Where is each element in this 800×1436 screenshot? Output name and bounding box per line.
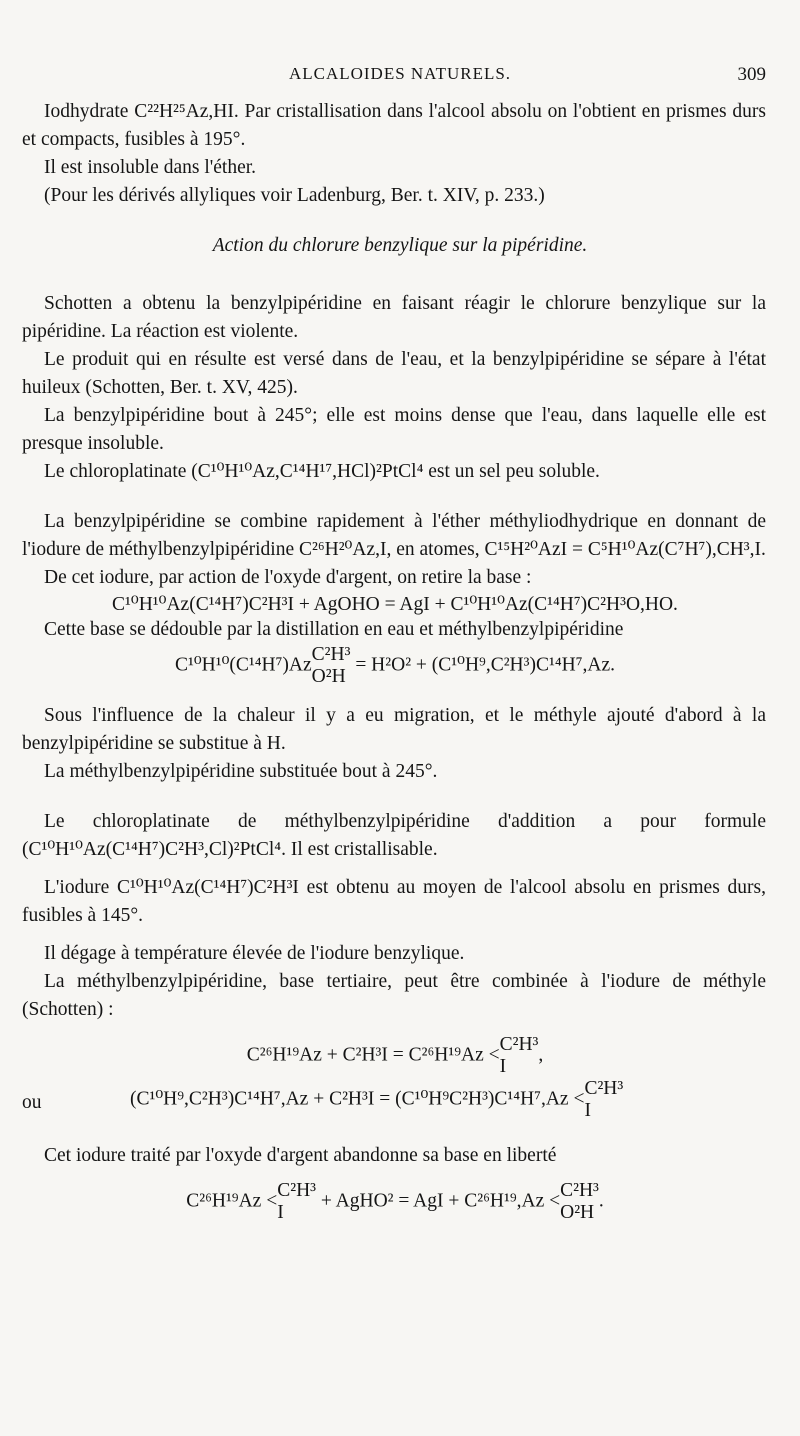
paragraph-iodhydrate: Iodhydrate C²²H²⁵Az,HI. Par cristallisation dans l'alcool absolu on l'obtient en prismes durs et compacts, fusibles à 195°. <box>22 101 766 150</box>
branch-bottom: I <box>277 1202 284 1223</box>
equation-methyle-left: C²⁶H¹⁹Az + C²H³I = C²⁶H¹⁹Az <box>246 1044 484 1066</box>
paragraph-insoluble: Il est insoluble dans l'éther. <box>44 157 257 178</box>
branch-top: C²H³ <box>311 644 351 665</box>
paragraph-liberte: Cet iodure traité par l'oxyde d'argent abandonne sa base en liberté <box>44 1145 557 1166</box>
equation-liberte-mid: + AgHO² = AgI + C²⁶H¹⁹,Az <box>320 1190 545 1212</box>
equation-dedouble-right: = H²O² + (C¹⁰H⁹,C²H³)C¹⁴H⁷,Az. <box>355 654 616 676</box>
paragraph-tertiaire: La méthylbenzylpipéridine, base tertiaire, peut être combinée à l'iodure de méthyle (Schotten) : <box>22 971 766 1020</box>
paragraph-iodure-absolu: L'iodure C¹⁰H¹⁰Az(C¹⁴H⁷)C²H³I est obtenu au moyen de l'alcool absolu en prismes durs, fusibles à 145°. <box>22 877 766 926</box>
equation-dedouble-left: C¹⁰H¹⁰(C¹⁴H⁷)Az <box>174 654 312 676</box>
running-head: ALCALOIDES NATURELS. <box>288 64 512 83</box>
equation-base: C¹⁰H¹⁰Az(C¹⁴H⁷)C²H³I + AgOHO = AgI + C¹⁰H¹⁰Az(C¹⁴H⁷)C²H³O,HO. <box>112 594 678 615</box>
paragraph-oxyde: De cet iodure, par action de l'oxyde d'argent, on retire la base : <box>44 567 532 588</box>
paragraph-degage: Il dégage à température élevée de l'iodure benzylique. <box>44 943 465 964</box>
section-title: Action du chlorure benzylique sur la pipéridine. <box>212 235 588 256</box>
equation-methyle: C²⁶H¹⁹Az + C²H³I = C²⁶H¹⁹Az <C²H³ I, <box>246 1034 544 1077</box>
branch-top: C²H³ <box>560 1180 599 1201</box>
branch-top: C²H³ <box>584 1078 624 1099</box>
branch-top: C²H³ <box>277 1180 316 1201</box>
paragraph-schotten: Schotten a obtenu la benzylpipéridine en faisant réagir le chlorure benzylique sur la pipéridine. La réaction est violente. <box>22 293 766 342</box>
branch-bottom: I <box>584 1100 591 1121</box>
branch-bottom: I <box>499 1056 507 1077</box>
page-header <box>0 64 800 88</box>
equation-dedouble-branch <box>312 644 351 688</box>
equation-liberte-branch-2 <box>560 1180 599 1224</box>
paragraph-substituee: La méthylbenzylpipéridine substituée bout à 245°. <box>44 761 438 782</box>
equation-ou-branch <box>584 1078 623 1122</box>
equation-ou-row <box>0 1078 800 1128</box>
paragraph-produit: Le produit qui en résulte est versé dans de l'eau, et la benzylpipéridine se sépare à l'état huileux (Schotten, Ber. t. XV, 425). <box>22 349 766 398</box>
branch-bottom: O²H <box>560 1202 595 1223</box>
equation-liberte: C²⁶H¹⁹Az <C²H³ I + AgHO² = AgI + C²⁶H¹⁹,Az <C²H³ O²H. <box>186 1180 604 1223</box>
equation-liberte-end: . <box>598 1190 604 1212</box>
paragraph-boiling: La benzylpipéridine bout à 245°; elle est moins dense que l'eau, dans laquelle elle est presque insoluble. <box>22 405 766 454</box>
equation-liberte-branch-1 <box>277 1180 316 1224</box>
paragraph-migration: Sous l'influence de la chaleur il y a eu migration, et le méthyle ajouté d'abord à la benzylpipéridine se substitue à H. <box>22 705 766 754</box>
word-ou: ou <box>22 1092 42 1113</box>
branch-bottom: O²H <box>311 666 346 687</box>
page-body <box>0 98 800 1224</box>
equation-ou-left: (C¹⁰H⁹,C²H³)C¹⁴H⁷,Az + C²H³I = (C¹⁰H⁹C²H³)C¹⁴H⁷,Az <box>130 1088 569 1110</box>
equation-methyle-end: , <box>538 1044 544 1066</box>
equation-dedouble <box>0 644 800 688</box>
equation-liberte-left: C²⁶H¹⁹Az <box>186 1190 262 1212</box>
paragraph-chloroplatinate-addition: Le chloroplatinate de méthylbenzylpipéridine d'addition a pour formule (C¹⁰H¹⁰Az(C¹⁴H⁷)C²H³,Cl)²PtCl⁴. Il est cristallisable. <box>22 811 766 860</box>
paragraph-allyl-reference: (Pour les dérivés allyliques voir Ladenburg, Ber. t. XIV, p. 233.) <box>44 185 545 206</box>
paragraph-dedouble: Cette base se dédouble par la distillation en eau et méthylbenzylpipéridine <box>44 619 624 640</box>
page-number: 309 <box>737 64 766 85</box>
equation-ou: (C¹⁰H⁹,C²H³)C¹⁴H⁷,Az + C²H³I = (C¹⁰H⁹C²H³)C¹⁴H⁷,Az <C²H³ I <box>130 1078 624 1121</box>
paragraph-iodure: La benzylpipéridine se combine rapidement à l'éther méthyliodhydrique en donnant de l'iodure de méthylbenzylpipéridine C²⁶H²⁰Az,I, en atomes, C¹⁵H²⁰AzI = C⁵H¹⁰Az(C⁷H⁷),CH³,I. <box>22 511 766 560</box>
paragraph-chloroplatinate: Le chloroplatinate (C¹⁰H¹⁰Az,C¹⁴H¹⁷,HCl)²PtCl⁴ est un sel peu soluble. <box>44 461 600 482</box>
branch-top: C²H³ <box>499 1034 539 1055</box>
equation-methyle-branch <box>500 1034 539 1078</box>
